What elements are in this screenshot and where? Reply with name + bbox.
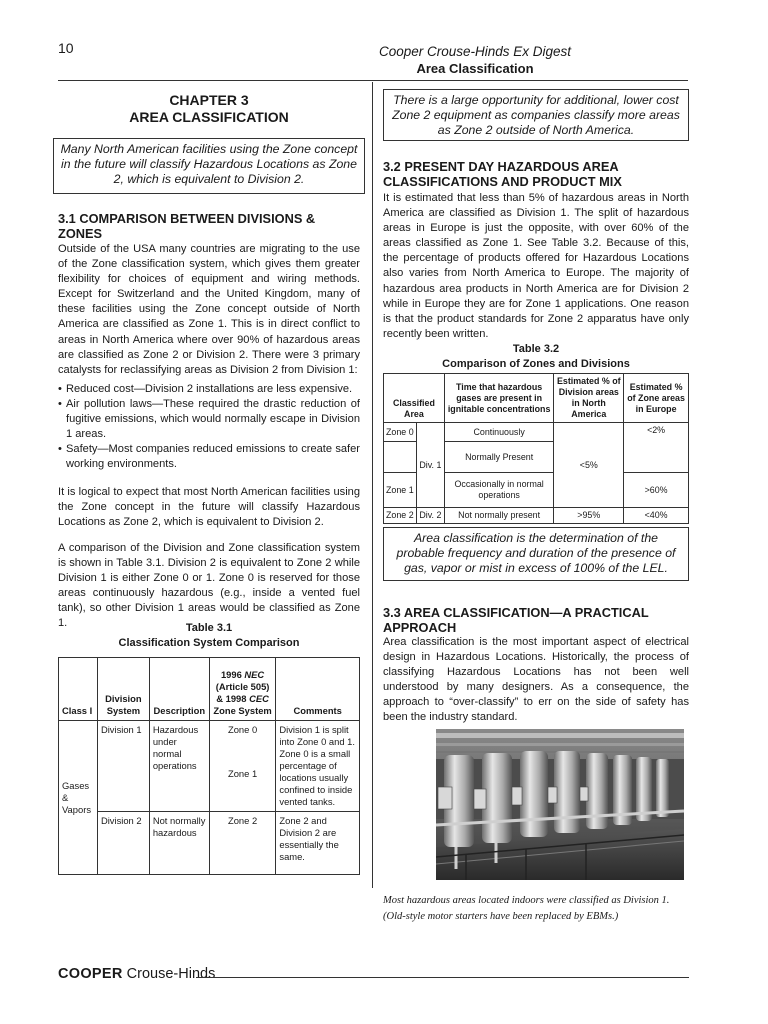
header-division-pct: Estimated % of Division areas in North America [554,374,624,423]
callout-box-definition: Area classification is the determination of the probable frequency and duration of the presence of gas, vapor or mist in excess of 100% of the LEL. [383,527,689,581]
table-3-1-number: Table 3.1 [185,622,233,634]
cell-zone: Zone 2 [209,812,276,875]
cell-division-pct: <5% [554,423,624,508]
cell-division-pct: >95% [554,508,624,524]
table-row [384,508,689,524]
header-zone-pct: Estimated % of Zone areas in Europe [624,374,689,423]
cell-time: Normally Present [444,442,554,473]
cell-zone-a: Zone 0 [227,724,258,735]
table-3-1 [58,657,360,875]
table-3-2-title: Comparison of Zones and Divisions [442,358,630,370]
header-classified-area: Classified Area [384,374,445,423]
table-3-2-caption [383,342,689,372]
section-3-3-paragraph: Area classification is the most important aspect of electrical design in Hazardous Locations. Historically, the process of classifying Hazardous Locations has not been well understood by many designers. As a consequence, the approach to “over-classify” to err on the side of safety has been the industry standard. [383,636,689,724]
cell-class-value: Gases & Vapors [59,721,98,875]
footer-rule [196,977,689,978]
list-item: • Air pollution laws—These required the drastic reduction of fugitive emissions, which would normally escape in Division 1 areas. [58,397,360,442]
section-title: Area Classification [416,61,534,76]
cell-division: Division 1 [97,721,149,812]
cell-div: Div. 2 [416,508,444,524]
publication-title: Cooper Crouse-Hinds Ex Digest [378,44,572,59]
cell-comments: Division 1 is split into Zone 0 and 1. Zone 0 is a small percentage of locations usually confined to inside vented tanks. [276,721,360,812]
cell-zone: Zone 2 [384,508,417,524]
header-zone-system [209,658,276,721]
cooper-crouse-hinds-logo [58,966,215,982]
cell-comments: Zone 2 and Division 2 are essentially the same. [276,812,360,875]
photo-caption [383,893,689,925]
table-row [59,721,360,812]
cell-time: Continuously [444,423,554,442]
table-header-row [59,658,360,721]
page-number: 10 [58,40,74,56]
cell-time: Not normally present [444,508,554,524]
cell-zone [209,721,276,812]
column-divider [372,82,373,888]
motor-starters-photo [436,729,684,880]
cell-zone: Zone 0 [384,423,417,442]
header-zone-line-1: 1996 [220,669,245,680]
section-3-2-heading: 3.2 PRESENT DAY HAZARDOUS AREA CLASSIFICATIONS AND PRODUCT MIX [383,159,622,189]
cell-description: Not normally hazardous [149,812,209,875]
cell-time: Occasionally in normal operations [444,473,554,508]
cell-zone: Zone 1 [384,473,417,508]
cell-zone-pct: <40% [624,508,689,524]
header-zone-cec: CEC [249,693,269,704]
section-3-3-heading: 3.3 AREA CLASSIFICATION—A PRACTICAL APPROACH [383,605,649,635]
section-3-1-paragraph-2: It is logical to expect that most North American facilities using the Zone concept in the future will classify Hazardous Locations as Zone 2, which is equivalent to Division 2. [58,486,360,529]
header-class: Class I [59,658,98,721]
header-rule [58,80,688,81]
cell-division: Division 2 [97,812,149,875]
cell-zone-pct: >60% [624,473,689,508]
section-3-1-heading: 3.1 COMPARISON BETWEEN DIVISIONS & ZONES [58,211,316,241]
cell-description: Hazardous under normal operations [149,721,209,812]
header-division: Division System [97,658,149,721]
header-description: Description [149,658,209,721]
callout-box-opportunity: There is a large opportunity for additional, lower cost Zone 2 equipment as companies classify more areas as Zone 2 outside of North America. [383,89,689,141]
header-time: Time that hazardous gases are present in ignitable concentrations [444,374,554,423]
section-3-1-paragraph-1: Outside of the USA many countries are migrating to the use of the Zone classification system, which gives them greater flexibility for choices of equipment and wiring methods. Except for Switzerland and the United Kingdom, many of these facilities using the Zone concept outside of North America are classified as Zone 1. This is in direct conflict to areas in North America where over 90% of hazardous areas are classified as Zone 2 or Division 2. There were 3 primary catalysts for reclassifying areas as Division 2 from Division 1: [58,243,360,376]
table-row [59,812,360,875]
logo-cooper: COOPER [58,966,123,982]
logo-crouse-hinds: Crouse-Hinds [122,966,216,982]
header-zone-nec: NEC [244,669,265,680]
section-3-1-paragraph-3: A comparison of the Division and Zone classification system is shown in Table 3.1. Division 2 is equivalent to Zone 2 while Division 1 is either Zone 0 or 1. Zone 0 is reserved for those areas continuously hazardous (e.g., inside a vented fuel tank), so other Division 1 areas would be classified as Zone 1. [58,542,360,630]
chapter-number: CHAPTER 3 [169,92,249,108]
photo-caption-line-2: (Old-style motor starters have been replaced by EBMs.) [383,911,619,922]
list-item: • Safety—Most companies reduced emissions to create safer working environments. [58,442,360,472]
cell-zone-pct: <2% [624,423,689,473]
table-3-2 [383,373,689,524]
section-3-2-paragraph: It is estimated that less than 5% of hazardous areas in North America are classified as Division 1. The split of hazardous areas in Europe is just the opposite, with over 60% of the areas classified as Zone 1. See Table 3.2. Because of this, the percentage of products offered for Hazardous Locations also varies from North America to Europe. The majority of hazardous area products in North America are for Division 2 while in Europe they are for Zone 1 applications. One reason is that the product standards for Zone 2 apparatus have only recently been written. [383,192,689,340]
table-3-1-caption [58,621,360,651]
header-zone-line-4: Zone System [213,705,272,716]
list-item: • Reduced cost—Division 2 installations are less expensive. [58,382,360,397]
photo-caption-line-1: Most hazardous areas located indoors were classified as Division 1. [383,895,670,906]
header-zone-line-2: (Article 505) [215,681,270,692]
cell-div: Div. 1 [416,423,444,508]
header-comments: Comments [276,658,360,721]
table-3-2-number: Table 3.2 [512,343,560,355]
chapter-title: AREA CLASSIFICATION [129,109,289,125]
cell-zone-b: Zone 1 [227,768,258,779]
header-zone-line-3: & 1998 [216,693,250,704]
table-header-row [384,374,689,423]
table-3-1-title: Classification System Comparison [118,637,300,649]
callout-box-left: Many North American facilities using the Zone concept in the future will classify Hazardous Locations as Zone 2, which is equivalent to Division 2. [53,138,365,194]
table-row [384,423,689,442]
chapter-heading [58,92,360,126]
catalyst-list [58,382,360,473]
